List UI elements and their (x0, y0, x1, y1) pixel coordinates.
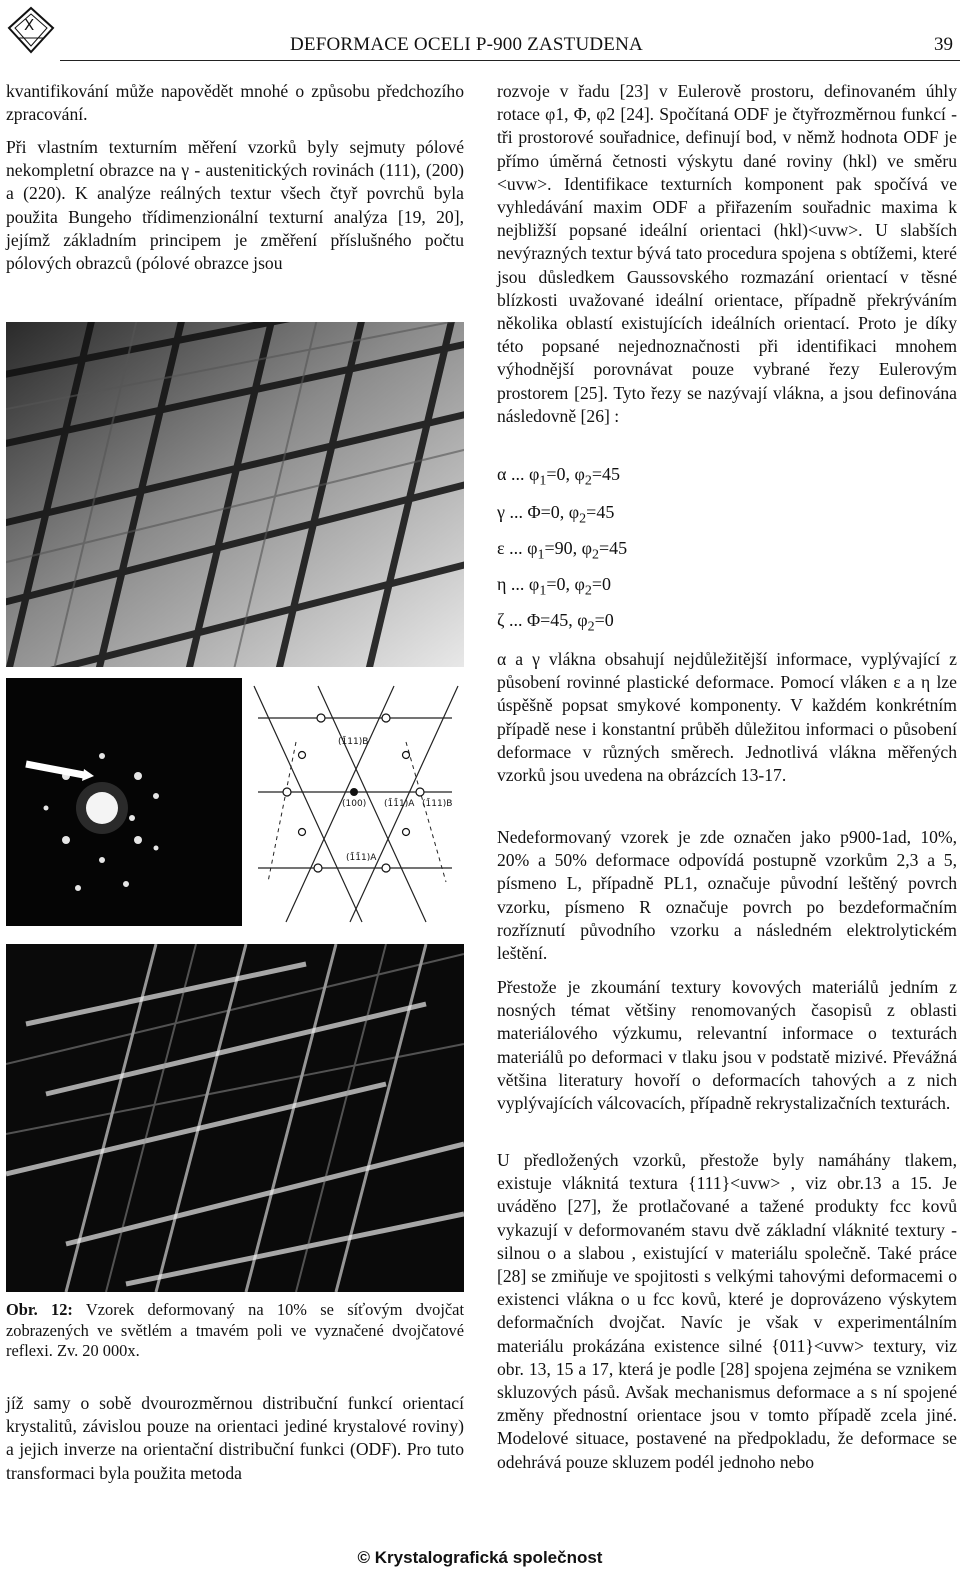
fiber-part: =0, φ (546, 574, 585, 594)
crystallographic-society-logo-icon (6, 6, 56, 56)
dark-field-micrograph (6, 944, 464, 1292)
fiber-part: =0 (591, 574, 612, 594)
fiber-sub: 2 (584, 473, 592, 489)
diffraction-pattern (6, 678, 242, 926)
fiber-sub: 1 (539, 473, 547, 489)
fiber-part: =45 (591, 464, 621, 484)
figure-caption-label: Obr. 12: (6, 1300, 73, 1319)
fiber-symbol: ζ (497, 610, 505, 630)
diagram-label-top: (1̄11)B (338, 737, 369, 747)
fiber-symbol: α (497, 464, 507, 484)
right-paragraph-5-text: U předložených vzorků, přestože byly namáhány tlakem, existuje vláknitá textura {111}<uvw> , viz obr.13 a 15. Je uváděno [27], že protlačované a tažené produkty fcc kovů vykazují v deformovaném stavu dvě základní vláknité textury - silnou o a slabou , existující v materiálu společně. Také práce [28] se zmiňuje ve spojitosti s velkými tahovými deformacemi o existenci vlákna o u fcc kovů, které je doprovázeno výskytem deformačních dvojčat. Navíc je však v experimentálním materiálu prokázána existence silné {011}<uvw> textury, viz obr. 13, 15 a 17, která je podle [28] spojena zejména se vznikem skluzových pásů. Avšak mechanismus deformace a s ní spojené změny přednostní orientace jsou v tomto případě zcela jiné. Modelové situace, postavené na předpokladu, že deformace se odehrává pouze skluzem podél jednoho nebo (497, 1150, 957, 1472)
left-paragraph-2 (6, 136, 464, 275)
fiber-sub: 1 (537, 547, 545, 563)
left-paragraph-3 (6, 1392, 464, 1485)
right-paragraph-4 (497, 976, 957, 1115)
fiber-symbol: γ (497, 502, 505, 522)
diagram-label-right-a: (1̄1̄1)A (384, 799, 415, 809)
left-paragraph-3-text: jíž samy o sobě dvourozměrnou distribuční funkcí orientací krystalitů, závislou pouze na orientaci jediné krystalové roviny) a jejich inverze na orientační distribuční funkci (ODF). Pro tuto transformaci byla použita metoda (6, 1393, 464, 1483)
right-paragraph-5 (497, 1149, 957, 1474)
left-paragraph-2-text: Při vlastním texturním měření vzorků byly sejmuty pólové nekompletní obrazce na γ - austenitických rovinách (111), (200) a (220). K analýze reálných textur všech čtyř povrchů byla použita Bungeho třídimenzionální texturní analýza [19, 20], jejímž základním principem je změření příslušného počtu pólových obrazců (pólové obrazce jsou (6, 137, 464, 274)
fiber-sub: 2 (584, 583, 592, 599)
diagram-label-right-b: (1̄11)B (422, 799, 453, 809)
fiber-sub: 2 (579, 511, 587, 527)
right-paragraph-4-text: Přestože je zkoumání textury kovových materiálů jedním z nosných témat většiny renomovaných časopisů z oblasti materiálového výzkumu, relevantní informace o texturách materiálů po deformaci v tlaku jsou v podstatě mizivé. Převážná většina literatury hovoří o deformacích tahových a z nich vyplývajících válcovacích, případně rekrystalizačních texturách. (497, 977, 957, 1114)
diagram-label-center: (100) (342, 799, 367, 809)
svg-text:X: X (24, 16, 35, 34)
left-paragraph-1 (6, 80, 464, 126)
fiber-sub: 2 (592, 547, 599, 563)
fiber-part: =0 (594, 610, 614, 630)
right-paragraph-3 (497, 826, 957, 965)
fiber-zeta (497, 610, 614, 636)
footer-copyright: © Krystalografická společnost (357, 1548, 603, 1567)
fiber-symbol: η (497, 574, 507, 594)
figure-caption-text: Vzorek deformovaný na 10% se síťovým dvojčat zobrazených ve světlém a tmavém poli ve vyznačené dvojčatové reflexi. Zv. 20 000x. (6, 1300, 465, 1360)
fiber-alpha (497, 464, 620, 490)
running-header-title: DEFORMACE OCELI P-900 ZASTUDENA (290, 34, 643, 55)
fiber-part: ... Φ=45, φ (508, 610, 588, 630)
page-number: 39 (934, 34, 953, 55)
bright-field-micrograph (6, 322, 464, 667)
fiber-part: =0, φ (546, 464, 585, 484)
fiber-part: =90, φ (544, 538, 592, 558)
diagram-label-bottom: (1̄1̄1)A (346, 853, 377, 863)
figure-caption (6, 1300, 464, 1362)
right-paragraph-2 (497, 648, 957, 787)
header-rule (60, 60, 960, 61)
right-paragraph-2-text: α a γ vlákna obsahují nejdůležitější informace, vyplývající z působení rovinné plastické deformace. Pomocí vláken ε a η lze úspěšně popsat smykové komponenty. V každém konkrétním případě nese i konstantní průběh důležitou informaci o působení deformace v různých směrech. Jednotlivá vlákna měřených vzorků jsou uvedena na obrázcích 13-17. (497, 649, 957, 786)
fiber-symbol: ε (497, 538, 505, 558)
fiber-sub: 1 (539, 583, 547, 599)
indexed-diffraction-diagram (246, 682, 464, 926)
fiber-eta (497, 574, 611, 600)
fiber-sub: 2 (587, 619, 595, 635)
fiber-part: =45 (586, 502, 615, 522)
fiber-part: ... φ (510, 464, 540, 484)
right-paragraph-3-text: Nedeformovaný vzorek je zde označen jako p900-1ad, 10%, 20% a 50% deformace odpovídá postupně vzorkům 2,3 a 5, písmeno L, případně PL1, označuje původní leštěný povrch vzorku, písmeno R označuje povrch po bezdeformačním rozříznutí původního vzorku a následném elektrolytickém leštění. (497, 827, 957, 964)
left-paragraph-1-text: kvantifikování může napovědět mnohé o způsobu předchozího zpracování. (6, 81, 464, 125)
right-paragraph-1-text: rozvoje v řadu [23] v Eulerově prostoru, definovaném úhly rotace φ1, Φ, φ2 [24]. Spočítaná ODF je čtyřrozměrnou funkcí - tři prostorové souřadnice, definují bod, v němž hodnota ODF je přímo úměrná četnosti výskytu dané roviny (hkl) ve směru <uvw>. Identifikace texturních komponent pak spočívá ve vyhledávání maxim ODF a přiřazením souřadnic maxima k nejbližší popsané ideální orientaci (hkl)<uvw>. U slabších nevýrazných textur bývá tato procedura spojena s obtížemi, které jsou důsledkem Gaussovského rozmazání orientací v těsné blízkosti uvažované ideální orientace, případně překrýváním několika oblastí existujících ideálních orientací. Proto je díky této popsané nejednoznačnosti při identifikaci mnohem výhodnější porovnávat pouze vybrané řezy Eulerovým prostorem [25]. Tyto řezy se nazývají vlákna, a jsou definována následovně [26] : (497, 81, 957, 426)
fiber-part: =45 (599, 538, 628, 558)
fiber-part: ... φ (509, 538, 538, 558)
fiber-part: ... Φ=0, φ (509, 502, 580, 522)
right-paragraph-1 (497, 80, 957, 428)
fiber-epsilon (497, 538, 627, 564)
fiber-part: ... φ (510, 574, 540, 594)
fiber-gamma (497, 502, 614, 528)
